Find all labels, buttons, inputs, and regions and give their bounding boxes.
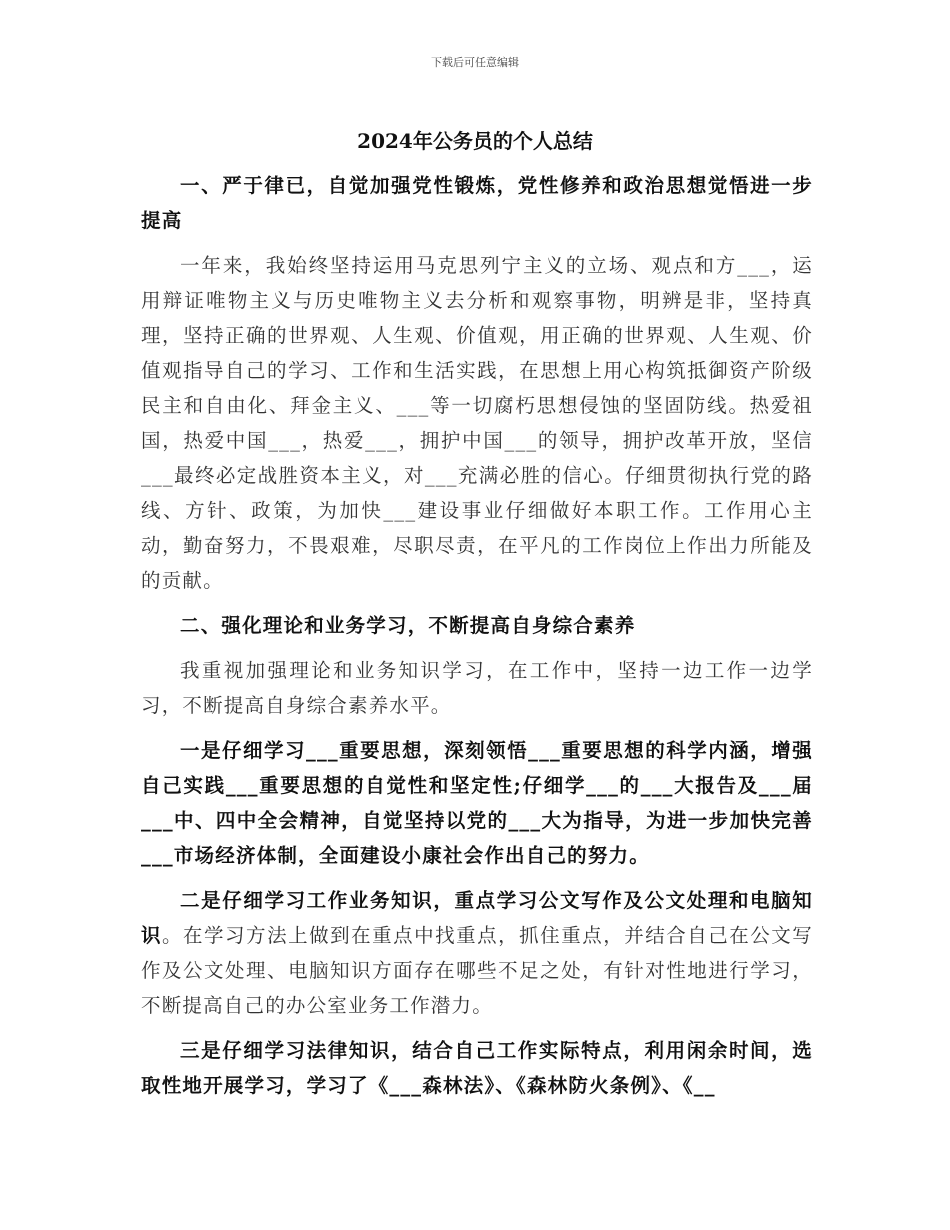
point-1: 一是仔细学习___重要思想，深刻领悟___重要思想的科学内涵，增强自己实践___重要思想的自觉性和坚定性;仔细学___的___大报告及___届___中、四中全会精神，自觉坚持以党的___大为指导，为进一步加快完善___市场经济体制，全面建设小康社会作出自己的努力。 (141, 739, 813, 867)
paragraph-2: 我重视加强理论和业务知识学习，在工作中，坚持一边工作一边学习，不断提高自身综合素养水平。 (141, 659, 813, 717)
document-title: 2024年公务员的个人总结 (357, 129, 593, 153)
point-2 (141, 883, 813, 1023)
point-2-rest: 。在学习方法上做到在重点中找重点，抓住重点，并结合自己在公文写作及公文处理、电脑知识方面存在哪些不足之处，有针对性地进行学习，不断提高自己的办公室业务工作潜力。 (141, 924, 814, 1017)
point-3: 三是仔细学习法律知识，结合自己工作实际特点，利用闲余时间，选取性地开展学习，学习了《___森林法》、《森林防火条例》、《__ (141, 1039, 813, 1097)
document-body (141, 168, 813, 1113)
paragraph-1: 一年来，我始终坚持运用马克思列宁主义的立场、观点和方___，运用辩证唯物主义与历史唯物主义去分析和观察事物，明辨是非，坚持真理，坚持正确的世界观、人生观、价值观，用正确的世界观、人生观、价值观指导自己的学习、工作和生活实践，在思想上用心构筑抵御资产阶级民主和自由化、拜金主义、___等一切腐朽思想侵蚀的坚固防线。热爱祖国，热爱中国___，热爱___，拥护中国___的领导，拥护改革开放，坚信___最终必定战胜资本主义，对___充满必胜的信心。仔细贯彻执行党的路线、方针、政策，为加快___建设事业仔细做好本职工作。工作用心主动，勤奋努力，不畏艰难，尽职尽责，在平凡的工作岗位上作出力所能及的贡献。 (141, 254, 813, 592)
section-heading-1: 一、严于律已，自觉加强党性锻炼，党性修养和政治思想觉悟进一步提高 (141, 174, 813, 232)
point-2-bold: 二是仔细学习工作业务知识，重点学习公文写作及公文处理和电脑知识 (141, 889, 813, 947)
header-note: 下载后可任意编辑 (431, 56, 519, 69)
section-heading-2: 二、强化理论和业务学习，不断提高自身综合素养 (180, 614, 636, 637)
